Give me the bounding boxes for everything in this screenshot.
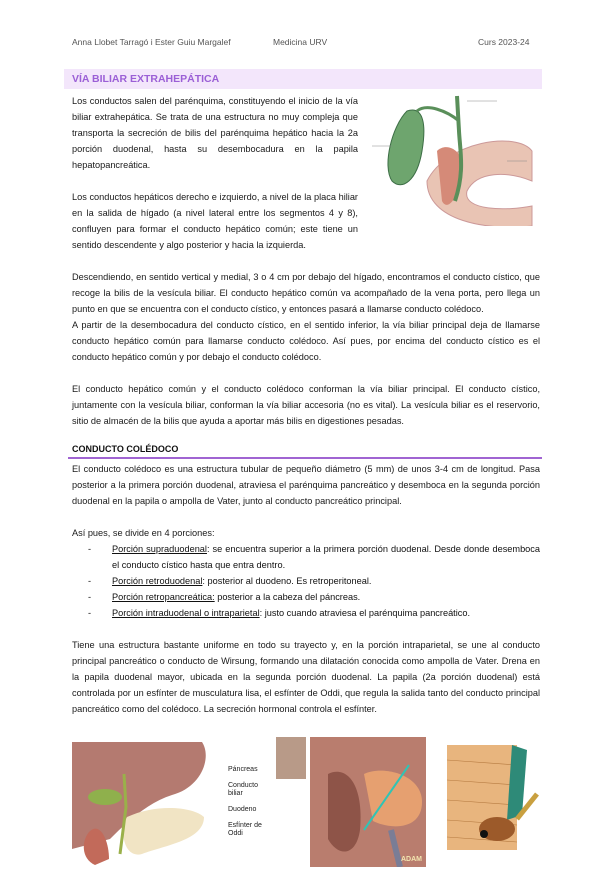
- list-item: - Porción retropancreática: posterior a la cabeza del páncreas.: [88, 589, 540, 605]
- list-item: - Porción intraduodenal o intraparietal: justo cuando atraviesa el parénquima pancreático.: [88, 605, 540, 621]
- page-header: [0, 0, 600, 51]
- list-item: - Porción retroduodenal: posterior al duodeno. Es retroperitoneal.: [88, 573, 540, 589]
- gallbladder-illustration: [367, 93, 542, 226]
- portions-list: [88, 541, 540, 621]
- paragraph: El conducto colédoco es una estructura tubular de pequeño diámetro (5 mm) de unos 3-4 cm de longitud. Pasa posterior a la primera porción duodenal, atraviesa el parénquima pancreático y desemboca en la segunda porción duodenal en la papila o ampolla de Vater, junto al conducto pancreático principal.: [72, 464, 540, 506]
- intro-text: [72, 93, 358, 253]
- intro-block: [64, 93, 542, 253]
- figure-label: Esfínter de Oddi: [228, 822, 262, 837]
- list-intro: Así pues, se divide en 4 porciones:: [72, 528, 215, 538]
- paragraph: Los conductos salen del parénquima, constituyendo el inicio de la vía biliar extrahepática. Se trata de una estructura no muy compleja que transporta la secreción de bilis del parénquima hepático hacia la 2a porción duodenal, hasta su desembocadura en la papila hepatopancreática.: [72, 96, 358, 170]
- adam-logo: ADAM: [401, 856, 422, 863]
- header-authors: Anna Llobet Tarragó i Ester Guiu Margalef: [72, 37, 231, 47]
- divider: [68, 457, 542, 459]
- figure-label: Páncreas: [228, 766, 258, 773]
- paragraph: Los conductos hepáticos derecho e izquierdo, a nivel de la placa hiliar en la salida de hígado (a nivel lateral entre los segmentos 4 y 8), confluyen para formar el conducto hepático común; este tiene un sentido descendente y algo posterior y hacia la izquierda.: [72, 192, 358, 250]
- header-subject: Medicina URV: [273, 37, 328, 47]
- figure-label: Duodeno: [228, 806, 257, 813]
- figure-label: Conducto biliar: [228, 782, 258, 797]
- list-item: - Porción supraduodenal: se encuentra superior a la primera porción duodenal. Desde donde desemboca el conducto cístico hasta que entra dentro.: [88, 541, 540, 573]
- subsection-title: CONDUCTO COLÉDOCO: [72, 444, 179, 454]
- section-title: VÍA BILIAR EXTRAHEPÁTICA: [64, 69, 542, 89]
- paragraph: Tiene una estructura bastante uniforme en todo su trayecto y, en la porción intraparietal, se une al conducto principal pancreático o conducto de Wirsung, formando una dilatación conocida como ampolla de Vater. Drena en la papila duodenal mayor, ubicada en la segunda porción duodenal. La papila (2a porción duodenal) está controlada por un esfínter de musculatura lisa, el esfínter de Oddi, que regula la salida tanto del conducto principal pancreático como del colédoco. La secreción hormonal controla el esfínter.: [72, 640, 540, 714]
- header-course: Curs 2023-24: [478, 37, 530, 47]
- page-content: [64, 69, 542, 867]
- paragraph: El conducto hepático común y el conducto colédoco conforman la vía biliar principal. El conducto cístico, juntamente con la vesícula biliar, conforman la vía biliar accesoria (no es vital). La vesícula biliar es el reservorio, sitio de almacén de la bilis que ayuda a aportar más bilis en digestiones pesadas.: [72, 384, 540, 426]
- paragraph: Descendiendo, en sentido vertical y medial, 3 o 4 cm por debajo del hígado, encontramos el conducto cístico, que recoge la bilis de la vesícula biliar. El conducto hepático común va acompañado de la vena porta, pero llega un punto en que se encuentra con el conducto cístico, y entonces pasará a llamarse conducto colédoco.: [72, 272, 540, 314]
- paragraph: A partir de la desembocadura del conducto cístico, en el sentido inferior, la vía biliar principal deja de llamarse conducto hepático común para llamarse conducto colédoco. Así pues, por encima del conducto cístico es el conducto hepático común y por debajo el conducto colédoco.: [72, 320, 540, 362]
- figure-labels: [228, 766, 272, 838]
